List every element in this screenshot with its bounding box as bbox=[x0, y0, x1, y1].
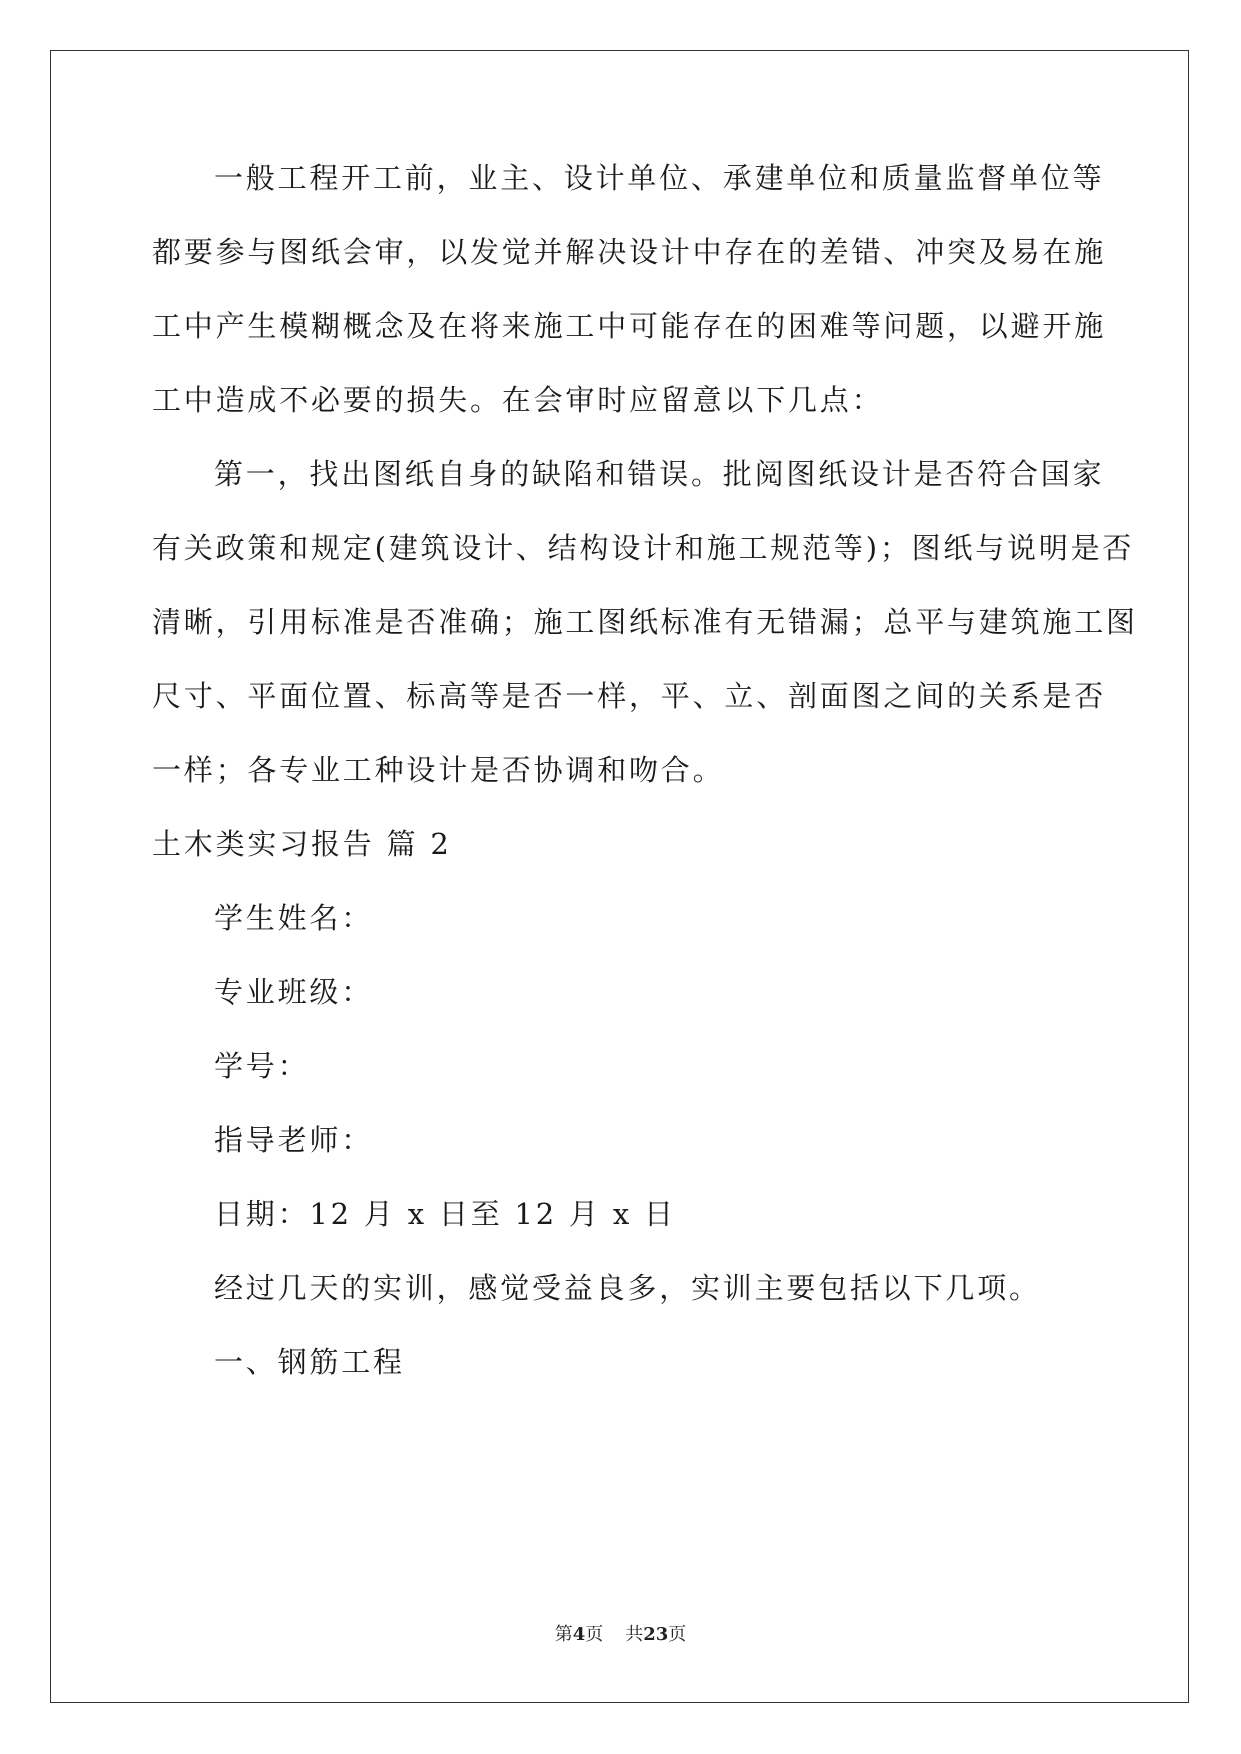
paragraph-line: 都要参与图纸会审，以发觉并解决设计中存在的差错、冲突及易在施 bbox=[152, 235, 1107, 269]
paragraph-line: 一样；各专业工种设计是否协调和吻合。 bbox=[152, 753, 725, 787]
page-border bbox=[50, 50, 1189, 1703]
paragraph-line: 一般工程开工前，业主、设计单位、承建单位和质量监督单位等 bbox=[214, 161, 1105, 195]
footer-total-prefix: 共 bbox=[625, 1624, 644, 1645]
section-heading: 土木类实习报告 篇 2 bbox=[152, 827, 452, 861]
footer-page-mid: 页 bbox=[585, 1624, 604, 1645]
paragraph-line: 第一，找出图纸自身的缺陷和错误。批阅图纸设计是否符合国家 bbox=[214, 457, 1105, 491]
subsection-heading: 一、钢筋工程 bbox=[214, 1345, 405, 1379]
footer-page-prefix: 第 bbox=[554, 1624, 573, 1645]
paragraph-line: 工中产生模糊概念及在将来施工中可能存在的困难等问题，以避开施 bbox=[152, 309, 1107, 343]
paragraph-line: 尺寸、平面位置、标高等是否一样，平、立、剖面图之间的关系是否 bbox=[152, 679, 1107, 713]
paragraph-line: 工中造成不必要的损失。在会审时应留意以下几点： bbox=[152, 383, 884, 417]
footer-page-current: 4 bbox=[572, 1624, 586, 1645]
field-date: 日期：12 月 x 日至 12 月 x 日 bbox=[214, 1197, 676, 1231]
page-footer bbox=[0, 1620, 1241, 1646]
paragraph-line: 清晰，引用标准是否准确；施工图纸标准有无错漏；总平与建筑施工图 bbox=[152, 605, 1138, 639]
field-class: 专业班级： bbox=[214, 975, 374, 1009]
paragraph-line: 经过几天的实训，感觉受益良多，实训主要包括以下几项。 bbox=[214, 1271, 1041, 1305]
footer-total-suffix: 页 bbox=[668, 1624, 687, 1645]
field-student-name: 学生姓名： bbox=[214, 901, 374, 935]
field-advisor: 指导老师： bbox=[214, 1123, 374, 1157]
paragraph-line: 有关政策和规定(建筑设计、结构设计和施工规范等)；图纸与说明是否 bbox=[152, 531, 1135, 565]
field-student-id: 学号： bbox=[214, 1049, 310, 1083]
footer-page-total: 23 bbox=[643, 1624, 669, 1645]
